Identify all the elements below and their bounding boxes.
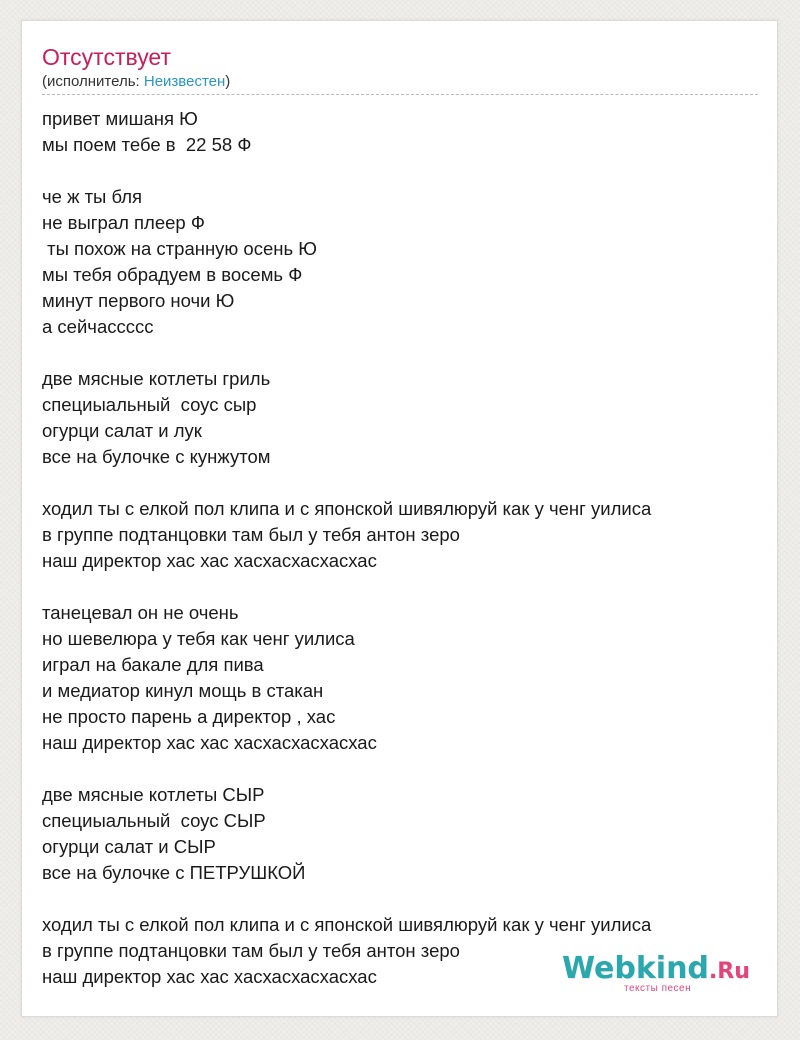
lyric-line: наш директор хас хас хасхасхасхасхас (42, 550, 377, 571)
lyric-line: наш директор хас хас хасхасхасхасхас (42, 732, 377, 753)
lyric-line: в группе подтанцовки там был у тебя антон зеро (42, 940, 460, 961)
lyric-line: но шевелюра у тебя как ченг уилиса (42, 628, 355, 649)
artist-prefix: (исполнитель: (42, 73, 144, 90)
lyric-line: не просто парень а директор , хас (42, 706, 336, 727)
lyric-line: мы поем тебе в 22 58 Ф (42, 134, 252, 155)
lyric-line: две мясные котлеты гриль (42, 368, 271, 389)
lyric-line: а сейчасcccc (42, 316, 154, 337)
artist-line (42, 72, 230, 92)
logo-wordmark: Webkind (562, 951, 709, 986)
lyric-line: огурци салат и СЫР (42, 836, 216, 857)
lyric-line: огурци салат и лук (42, 420, 202, 441)
lyric-line: две мясные котлеты СЫР (42, 784, 265, 805)
lyric-line (42, 340, 762, 366)
song-title: Отсутствует (42, 44, 171, 70)
logo-tld: .Ru (708, 959, 750, 984)
lyric-line: в группе подтанцовки там был у тебя антон зеро (42, 524, 460, 545)
lyric-line: специыальный соус сыр (42, 394, 257, 415)
lyrics-card (21, 20, 778, 1017)
title-divider (42, 94, 758, 95)
lyric-line: танецевал он не очень (42, 602, 239, 623)
lyric-line (42, 470, 762, 496)
lyric-line (42, 886, 762, 912)
lyric-line: все на булочке с ПЕТРУШКОЙ (42, 862, 306, 883)
lyric-line: мы тебя обрадуем в восемь Ф (42, 264, 303, 285)
lyric-line: ходил ты с елкой пол клипа и с японской шивялюруй как у ченг уилиса (42, 914, 652, 935)
logo-tagline: тексты песен (624, 983, 692, 994)
artist-suffix: ) (225, 73, 231, 90)
lyric-line: и медиатор кинул мощь в стакан (42, 680, 324, 701)
lyric-line: наш директор хас хас хасхасхасхасхас (42, 966, 377, 987)
lyric-line: играл на бакале для пива (42, 654, 264, 675)
lyric-line (42, 158, 762, 184)
lyric-line: че ж ты бля (42, 186, 143, 207)
site-logo[interactable] (562, 952, 762, 996)
lyric-line: ты похож на странную осень Ю (42, 238, 317, 259)
lyrics-body (42, 106, 762, 990)
lyric-line: ходил ты с елкой пол клипа и с японской шивялюруй как у ченг уилиса (42, 498, 652, 519)
lyric-line: минут первого ночи Ю (42, 290, 235, 311)
lyric-line: все на булочке с кунжутом (42, 446, 271, 467)
lyric-line (42, 756, 762, 782)
lyric-line: специыальный соус СЫР (42, 810, 266, 831)
lyric-line: не выграл плеер Ф (42, 212, 205, 233)
artist-link[interactable]: Неизвестен (143, 73, 226, 90)
lyric-line: привет мишаня Ю (42, 108, 198, 129)
lyric-line (42, 574, 762, 600)
